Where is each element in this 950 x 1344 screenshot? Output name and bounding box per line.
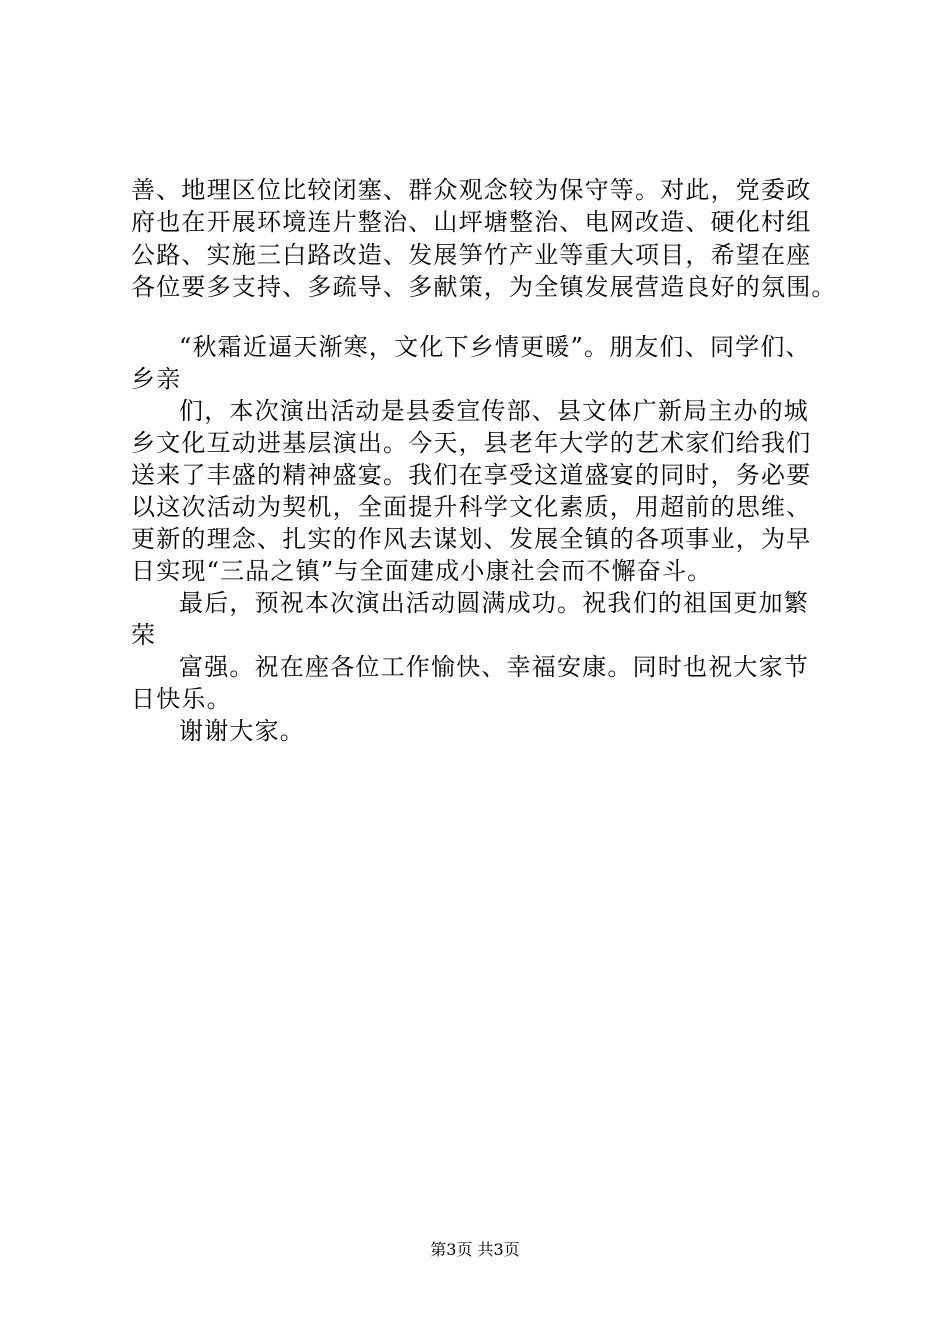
text-line: 以这次活动为契机，全面提升科学文化素质，用超前的思维、	[131, 493, 812, 521]
text-line: 各位要多支持、多疏导、多献策，为全镇发展营造良好的氛围。	[131, 273, 837, 301]
text-line: 日实现“三品之镇”与全面建成小康社会而不懈奋斗。	[131, 557, 713, 585]
text-line: 善、地理区位比较闭塞、群众观念较为保守等。对此，党委政	[131, 176, 812, 204]
page-number-footer: 第3页 共3页	[430, 1240, 520, 1259]
text-line: 府也在开展环境连片整治、山坪塘整治、电网改造、硬化村组	[131, 208, 812, 236]
text-line: 更新的理念、扎实的作风去谋划、发展全镇的各项事业，为早	[131, 525, 812, 553]
text-line: 富强。祝在座各位工作愉快、幸福安康。同时也祝大家节	[179, 653, 809, 681]
text-line: 公路、实施三白路改造、发展笋竹产业等重大项目，希望在座	[131, 241, 812, 269]
text-line: 最后，预祝本次演出活动圆满成功。祝我们的祖国更加繁	[179, 589, 809, 617]
text-line: 荣	[131, 621, 157, 649]
text-line: 送来了丰盛的精神盛宴。我们在享受这道盛宴的同时，务必要	[131, 461, 812, 489]
text-line: 乡文化互动进基层演出。今天，县老年大学的艺术家们给我们	[131, 429, 812, 457]
text-line: “秋霜近逼天渐寒，文化下乡情更暖”。朋友们、同学们、	[179, 333, 811, 361]
text-line: 谢谢大家。	[179, 717, 305, 745]
text-line: 们，本次演出活动是县委宣传部、县文体广新局主办的城	[179, 397, 809, 425]
text-line: 乡亲	[131, 365, 182, 393]
text-line: 日快乐。	[131, 685, 232, 713]
